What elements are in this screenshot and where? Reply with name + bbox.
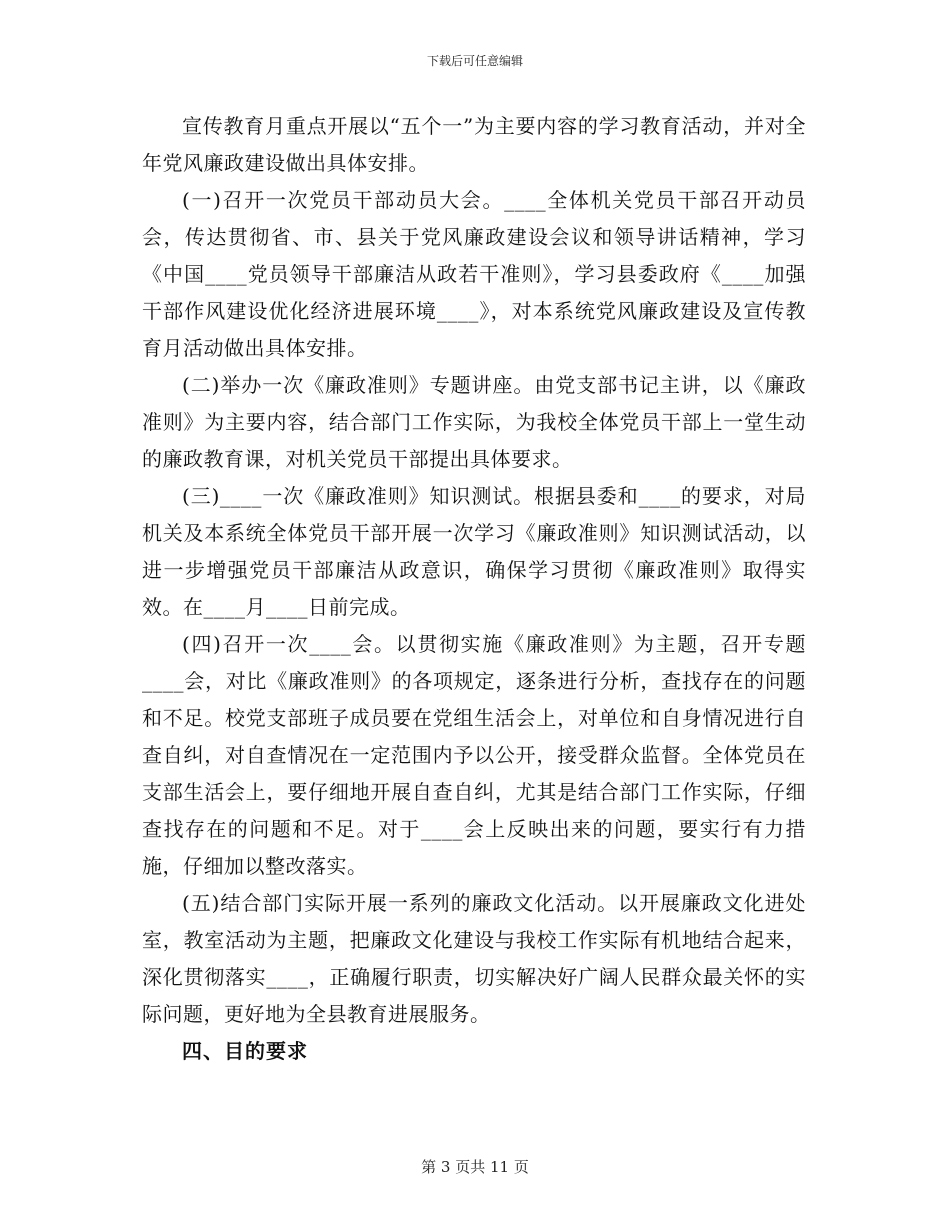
paragraph-item-2: (二)举办一次《廉政准则》专题讲座。由党支部书记主讲，以《廉政准则》为主要内容，结合部门工作实际，为我校全体党员干部上一堂生动的廉政教育课，对机关党员干部提出具体要求。 — [142, 373, 806, 471]
paragraph-item-1: (一)召开一次党员干部动员大会。____全体机关党员干部召开动员会，传达贯彻省、市、县关于党风廉政建设会议和领导讲话精神，学习《中国____党员领导干部廉洁从政若干准则》，学习县委政府《____加强干部作风建设优化经济进展环境____》，对本系统党风廉政建设及宣传教育月活动做出具体安排。 — [142, 188, 806, 360]
section-heading: 四、目的要求 — [182, 1039, 308, 1063]
paragraph-item-4: (四)召开一次____会。以贯彻实施《廉政准则》为主题，召开专题____会，对比《廉政准则》的各项规定，逐条进行分析，查找存在的问题和不足。校党支部班子成员要在党组生活会上，对单位和自身情况进行自查自纠，对自查情况在一定范围内予以公开，接受群众监督。全体党员在支部生活会上，要仔细地开展自查自纠，尤其是结合部门工作实际，仔细查找存在的问题和不足。对于____会上反映出来的问题，要实行有力措施，仔细加以整改落实。 — [142, 632, 806, 878]
document-body — [142, 108, 806, 1070]
page-header-note: 下载后可任意编辑 — [426, 54, 523, 68]
paragraph-item-5: (五)结合部门实际开展一系列的廉政文化活动。以开展廉政文化进处室，教室活动为主题，把廉政文化建设与我校工作实际有机地结合起来，深化贯彻落实____，正确履行职责，切实解决好广阔人民群众最关怀的实际问题，更好地为全县教育进展服务。 — [142, 891, 806, 1026]
paragraph-item-3: (三)____一次《廉政准则》知识测试。根据县委和____的要求，对局机关及本系统全体党员干部开展一次学习《廉政准则》知识测试活动，以进一步增强党员干部廉洁从政意识，确保学习贯彻《廉政准则》取得实效。在____月____日前完成。 — [142, 484, 806, 619]
page-footer-number: 第 3 页共 11 页 — [421, 1158, 529, 1176]
paragraph-intro: 宣传教育月重点开展以“五个一”为主要内容的学习教育活动，并对全年党风廉政建设做出具体安排。 — [142, 114, 806, 175]
